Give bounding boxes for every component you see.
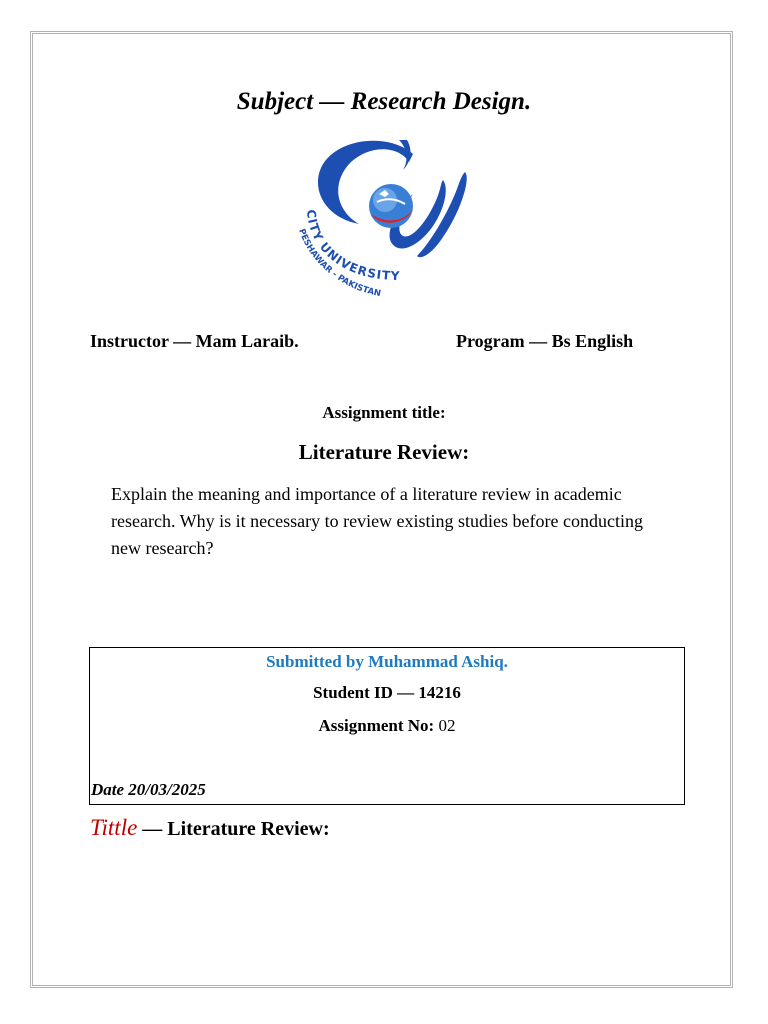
tittle-text: — Literature Review:: [142, 818, 330, 840]
subject-heading: Subject — Research Design.: [236, 88, 532, 115]
tittle-label: Tittle: [90, 815, 138, 840]
assignment-question: Explain the meaning and importance of a literature review in academic research. Why is it necessary to review existing studies before conducting new research?: [111, 484, 644, 558]
submission-box: [89, 647, 685, 805]
assignment-number: [90, 716, 684, 736]
assignment-title-label: Assignment title:: [322, 403, 446, 422]
submitted-by: Submitted by Muhammad Ashiq.: [266, 652, 508, 671]
assignment-number-value: 02: [438, 716, 456, 735]
literature-review-heading: Literature Review:: [298, 440, 470, 464]
submission-date: Date 20/03/2025: [91, 780, 206, 799]
logo-ring-text: CITY UNIVERSITY: [303, 208, 401, 283]
instructor-line: Instructor — Mam Laraib.: [90, 331, 299, 351]
logo-ring-subtext: PESHAWAR - PAKISTAN: [296, 227, 382, 300]
assignment-number-label: Assignment No:: [318, 716, 435, 735]
city-university-logo: [295, 132, 475, 308]
program-line: Program — Bs English: [456, 331, 634, 351]
tittle-line: [90, 815, 330, 841]
student-id: Student ID — 14216: [313, 683, 461, 702]
